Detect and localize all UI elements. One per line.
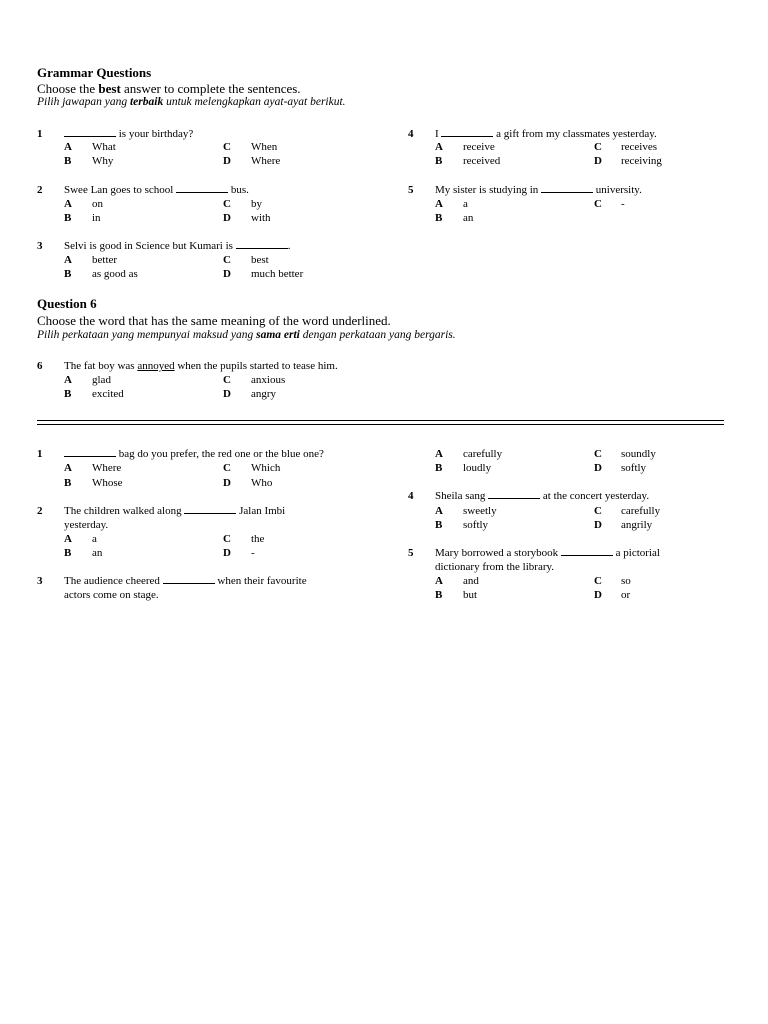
q1-stem — [64, 127, 193, 141]
q3-option-c: best — [251, 254, 269, 266]
instruction-my-bold: terbaik — [129, 96, 164, 108]
section2-instruction-my — [37, 329, 456, 341]
s3-q1-label-a: A — [64, 462, 72, 474]
q5-post: university. — [593, 184, 642, 196]
q2-label-a: A — [64, 198, 72, 210]
q2-label-d: D — [223, 212, 231, 224]
s3-q4-number: 4 — [408, 490, 414, 502]
instruction-en-bold: best — [98, 81, 121, 96]
q3-stem — [64, 239, 290, 253]
q2-post: bus. — [228, 184, 249, 196]
q4-option-d: receiving — [621, 155, 662, 167]
q1-blank — [64, 127, 116, 137]
s3-q3-option-b: loudly — [463, 462, 492, 474]
s3-q4-stem — [435, 489, 649, 503]
q3-label-a: A — [64, 254, 72, 266]
q5-pre: My sister is studying in — [435, 184, 542, 196]
s3-q4-post: at the concert yesterday. — [540, 490, 650, 502]
s3-q5-option-a: and — [463, 575, 479, 587]
q1-label-a: A — [64, 141, 72, 153]
s3-q4-label-c: C — [594, 505, 602, 517]
s3-q3-pre: The audience cheered — [64, 575, 163, 587]
s3-q3-option-c: soundly — [621, 448, 656, 460]
s3-q5-option-d: or — [621, 589, 631, 601]
s3-q3-number: 3 — [37, 575, 43, 587]
s3-q5-option-b: but — [463, 589, 478, 601]
s3-q5-label-b: B — [435, 589, 443, 601]
s3-q3-stem-line2: actors come on stage. — [64, 589, 159, 601]
s3-q1-option-d: Who — [251, 477, 273, 489]
s3-q4-option-a: sweetly — [463, 505, 497, 517]
s3-q1-option-a: Where — [92, 462, 122, 474]
q1-label-d: D — [223, 155, 231, 167]
q6-label-d: D — [223, 388, 231, 400]
q5-option-b: an — [463, 212, 474, 224]
q6-post: when the pupils started to tease him. — [174, 360, 338, 372]
s3-q1-option-b: Whose — [92, 477, 123, 489]
q4-option-b: received — [463, 155, 501, 167]
q5-blank — [541, 183, 593, 193]
q5-option-a: a — [463, 198, 468, 210]
s3-q5-blank — [561, 546, 613, 556]
q6-label-a: A — [64, 374, 72, 386]
s3-q5-post: a pictorial — [612, 547, 660, 559]
s3-q4-label-b: B — [435, 519, 443, 531]
s3-q3-blank — [163, 574, 215, 584]
s3-q4-label-a: A — [435, 505, 443, 517]
s3-q5-number: 5 — [408, 547, 414, 559]
q2-stem — [64, 183, 249, 197]
q3-post: . — [287, 240, 291, 252]
q3-blank — [236, 239, 288, 249]
q6-pre: The fat boy was — [64, 360, 138, 372]
section2-instruction-en: Choose the word that has the same meaning of the word underlined. — [37, 313, 391, 328]
s3-q2-pre: The children walked along — [64, 505, 185, 517]
s3-q5-option-c: so — [621, 575, 631, 587]
s3-q4-option-d: angrily — [621, 519, 653, 531]
s3-q1-label-b: B — [64, 477, 72, 489]
q3-label-b: B — [64, 268, 72, 280]
s3-q3-label-a: A — [435, 448, 443, 460]
s3-q3-option-d: softly — [621, 462, 647, 474]
s3-q2-number: 2 — [37, 505, 43, 517]
s3-q4-label-d: D — [594, 519, 602, 531]
q1-post: is your birthday? — [116, 128, 194, 140]
s3-q2-label-a: A — [64, 533, 72, 545]
s3-q4-blank — [488, 489, 540, 499]
s3-q5-label-d: D — [594, 589, 602, 601]
page-title: Grammar Questions — [37, 65, 152, 80]
s3-q2-label-b: B — [64, 547, 72, 559]
s3-q2-option-c: the — [251, 533, 265, 545]
s3-q3-post: when their favourite — [214, 575, 307, 587]
q6-option-d: angry — [251, 388, 277, 400]
section-divider — [37, 420, 724, 425]
q4-label-d: D — [594, 155, 602, 167]
q4-label-b: B — [435, 155, 443, 167]
q6-number: 6 — [37, 360, 43, 372]
instruction-my — [37, 96, 346, 108]
section2-title: Question 6 — [37, 296, 97, 311]
q6-label-c: C — [223, 374, 231, 386]
q2-blank — [176, 183, 228, 193]
section2-instruction-my-bold: sama erti — [256, 329, 300, 341]
s3-q3-stem — [64, 574, 307, 588]
s3-q3-label-b: B — [435, 462, 443, 474]
q6-option-a: glad — [92, 374, 111, 386]
q1-option-d: Where — [251, 155, 281, 167]
s3-q2-label-c: C — [223, 533, 231, 545]
s3-q4-option-b: softly — [463, 519, 489, 531]
q6-label-b: B — [64, 388, 72, 400]
q5-option-c: - — [621, 198, 625, 210]
q2-option-b: in — [92, 212, 101, 224]
q4-pre: I — [435, 128, 442, 140]
q4-stem — [435, 127, 657, 141]
q1-number: 1 — [37, 128, 43, 140]
q2-option-d: with — [251, 212, 271, 224]
q4-blank — [441, 127, 493, 137]
q6-stem — [64, 359, 338, 373]
q4-number: 4 — [408, 128, 414, 140]
s3-q2-option-d: - — [251, 547, 255, 559]
q1-option-a: What — [92, 141, 116, 153]
s3-q2-blank — [184, 504, 236, 514]
section2-instruction-my-pre: Pilih perkataan yang mempunyai maksud yang — [37, 329, 257, 341]
q2-pre: Swee Lan goes to school — [64, 184, 177, 196]
s3-q2-stem — [64, 504, 285, 518]
s3-q4-pre: Sheila sang — [435, 490, 489, 502]
section2-instruction-my-post: dengan perkataan yang bergaris. — [299, 329, 456, 341]
s3-q4-option-c: carefully — [621, 505, 661, 517]
q2-option-a: on — [92, 198, 103, 210]
s3-q1-label-d: D — [223, 477, 231, 489]
s3-q3-label-d: D — [594, 462, 602, 474]
q4-option-a: receive — [463, 141, 495, 153]
q5-label-c: C — [594, 198, 602, 210]
q4-label-c: C — [594, 141, 602, 153]
q3-option-b: as good as — [92, 268, 138, 280]
instruction-my-post: untuk melengkapkan ayat-ayat berikut. — [163, 96, 346, 108]
q4-option-c: receives — [621, 141, 658, 153]
q6-underlined-word: annoyed — [137, 360, 175, 372]
s3-q5-label-a: A — [435, 575, 443, 587]
q3-option-d: much better — [251, 268, 304, 280]
s3-q3-option-a: carefully — [463, 448, 503, 460]
s3-q1-blank — [64, 447, 116, 457]
q3-pre: Selvi is good in Science but Kumari is — [64, 240, 236, 252]
q1-option-b: Why — [92, 155, 114, 167]
q1-label-c: C — [223, 141, 231, 153]
q1-label-b: B — [64, 155, 72, 167]
s3-q1-label-c: C — [223, 462, 231, 474]
q6-option-b: excited — [92, 388, 124, 400]
q5-label-a: A — [435, 198, 443, 210]
q2-label-c: C — [223, 198, 231, 210]
q2-option-c: by — [251, 198, 262, 210]
instruction-en-post: answer to complete the sentences. — [120, 81, 301, 96]
q2-number: 2 — [37, 184, 43, 196]
q1-option-c: When — [251, 141, 278, 153]
q3-number: 3 — [37, 240, 43, 252]
s3-q5-label-c: C — [594, 575, 602, 587]
s3-q2-label-d: D — [223, 547, 231, 559]
q3-label-d: D — [223, 268, 231, 280]
q2-label-b: B — [64, 212, 72, 224]
q3-label-c: C — [223, 254, 231, 266]
q5-stem — [435, 183, 642, 197]
s3-q2-option-b: an — [92, 547, 103, 559]
q3-option-a: better — [92, 254, 118, 266]
s3-q2-option-a: a — [92, 533, 97, 545]
s3-q1-number: 1 — [37, 448, 43, 460]
s3-q2-stem-line2: yesterday. — [64, 519, 109, 531]
instruction-en-pre: Choose the — [37, 81, 99, 96]
s3-q5-stem — [435, 546, 660, 560]
s3-q5-pre: Mary borrowed a storybook — [435, 547, 561, 559]
q6-option-c: anxious — [251, 374, 286, 386]
s3-q1-option-c: Which — [251, 462, 281, 474]
q5-number: 5 — [408, 184, 414, 196]
s3-q3-label-c: C — [594, 448, 602, 460]
q4-label-a: A — [435, 141, 443, 153]
q5-label-b: B — [435, 212, 443, 224]
q4-post: a gift from my classmates yesterday. — [493, 128, 657, 140]
s3-q5-stem-line2: dictionary from the library. — [435, 561, 555, 573]
s3-q1-stem — [64, 447, 324, 461]
s3-q1-post: bag do you prefer, the red one or the blue one? — [116, 448, 324, 460]
instruction-en — [37, 81, 301, 97]
s3-q2-post: Jalan Imbi — [236, 505, 286, 517]
instruction-my-pre: Pilih jawapan yang — [37, 96, 130, 108]
